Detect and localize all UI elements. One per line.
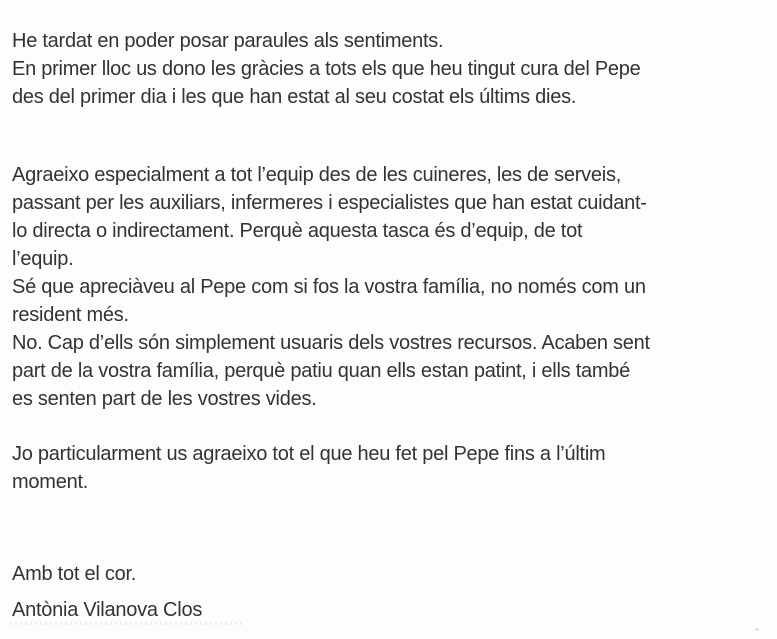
scan-speck-artifact [755,628,759,631]
text-line: lo directa o indirectament. Perquè aquesta tasca és d’equip, de tot [12,220,583,242]
letter-paragraph-4 [12,440,769,496]
scan-noise-artifact [10,622,242,625]
text-line: Agraeixo especialment a tot l’equip des de les cuineres, les de serveis, [12,164,622,186]
text-line: Jo particularment us agraeixo tot el que heu fet pel Pepe fins a l’últim [12,443,606,465]
letter-paragraph-1 [12,27,769,111]
text-line: des del primer dia i les que han estat al seu costat els últims dies. [12,86,577,108]
text-line: En primer lloc us dono les gràcies a tots els que heu tingut cura del Pepe [12,58,641,80]
text-line: resident més. [12,304,129,326]
closing-line: Amb tot el cor. [12,563,137,585]
text-line: es senten part de les vostres vides. [12,388,317,410]
text-line: Sé que apreciàveu al Pepe com si fos la vostra família, no només com un [12,276,646,298]
text-line: part de la vostra família, perquè patiu quan ells estan patint, i ells també [12,360,631,382]
letter-signature [12,596,769,624]
text-line: No. Cap d’ells són simplement usuaris dels vostres recursos. Acaben sent [12,332,650,354]
text-line: passant per les auxiliars, infermeres i especialistes que han estat cuidant- [12,192,647,214]
text-line: He tardat en poder posar paraules als sentiments. [12,30,444,52]
text-line: l’equip. [12,248,74,270]
letter-paragraph-3 [12,273,769,413]
letter-closing [12,560,769,588]
text-line: moment. [12,471,89,493]
letter-paragraph-2 [12,161,769,273]
signature-name: Antònia Vilanova Clos [12,599,203,621]
